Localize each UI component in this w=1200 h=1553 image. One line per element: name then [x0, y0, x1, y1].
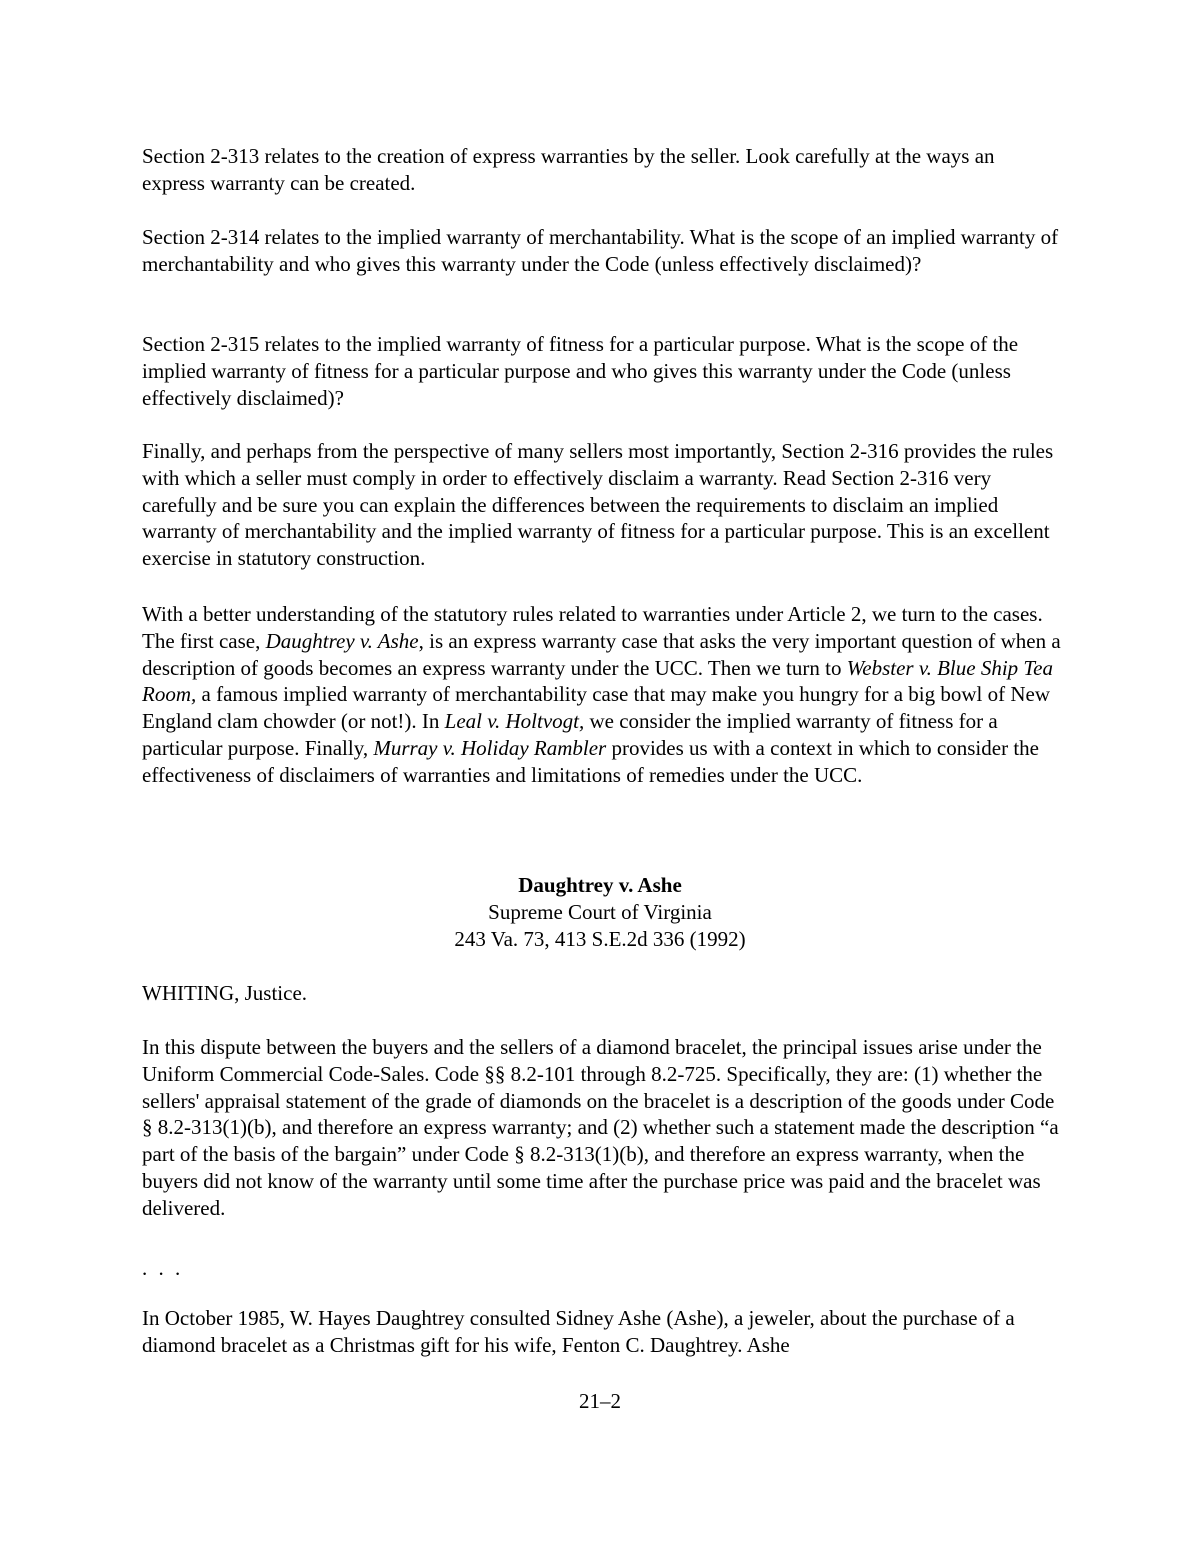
- paragraph-case-overview: [142, 601, 1062, 789]
- paragraph-section-2-316: Finally, and perhaps from the perspective of many sellers most importantly, Section 2-316 provides the rules with which a seller must comply in order to effectively disclaim a warranty. Read Section 2-316 very carefully and be sure you can explain the differences between the requirements to disclaim an implied warranty of merchantability and the implied warranty of fitness for a particular purpose. This is an excellent exercise in statutory construction.: [142, 439, 1054, 571]
- case-citation: 243 Va. 73, 413 S.E.2d 336 (1992): [454, 926, 746, 951]
- paragraph-section-2-315: Section 2-315 relates to the implied warranty of fitness for a particular purpose. What is the scope of the implied warranty of fitness for a particular purpose and who gives this warranty under the Code (unless effectively disclaimed)?: [142, 332, 1019, 410]
- opinion-paragraph-facts: In October 1985, W. Hayes Daughtrey consulted Sidney Ashe (Ashe), a jeweler, about the purchase of a diamond bracelet as a Christmas gift for his wife, Fenton C. Daughtrey. Ashe: [142, 1306, 1015, 1357]
- paragraph-section-2-314: Section 2-314 relates to the implied warranty of merchantability. What is the scope of an implied warranty of merchantability and who gives this warranty under the Code (unless effectively disclaimed)?: [142, 225, 1059, 276]
- overview-text-5: provides us with a context in which to consider the effectiveness of disclaimers of warranties and limitations of remedies under the UCC.: [142, 735, 1039, 787]
- case-ref-murray: Murray v. Holiday Rambler: [373, 735, 607, 760]
- case-ref-webster: Webster v. Blue Ship Tea Room,: [142, 655, 1053, 707]
- case-ref-daughtrey: Daughtrey v. Ashe: [265, 628, 419, 653]
- opinion-author: WHITING, Justice.: [142, 981, 308, 1005]
- overview-text-2: , is an express warranty case that asks the very important question of when a description of goods becomes an express warranty under the UCC. Then we turn to: [142, 628, 1061, 680]
- case-ref-leal: Leal v. Holtvogt,: [444, 709, 585, 734]
- case-title: Daughtrey v. Ashe: [518, 873, 682, 897]
- paragraph-section-2-313: Section 2-313 relates to the creation of express warranties by the seller. Look carefully at the ways an express warranty can be created.: [142, 144, 995, 195]
- case-heading: [142, 872, 1058, 952]
- case-court: Supreme Court of Virginia: [488, 899, 712, 924]
- overview-text-3: a famous implied warranty of merchantability case that may make you hungry for a big bowl of New England clam chowder (or not!). In: [142, 682, 1050, 734]
- overview-text-4: we consider the implied warranty of fitness for a particular purpose. Finally,: [142, 709, 998, 760]
- overview-text-1: With a better understanding of the statutory rules related to warranties under Article 2, we turn to the cases. The first case,: [142, 602, 1043, 653]
- page-number: 21–2: [579, 1389, 621, 1413]
- opinion-paragraph-issues: In this dispute between the buyers and the sellers of a diamond bracelet, the principal issues arise under the Uniform Commercial Code-Sales. Code §§ 8.2-101 through 8.2-725. Specifically, they are: (1) whether the sellers' appraisal statement of the grade of diamonds on the bracelet is a description of the goods under Code § 8.2-313(1)(b), and therefore an express warranty; and (2) whether such a statement made the description “a part of the basis of the bargain” under Code § 8.2-313(1)(b), and therefore an express warranty, when the buyers did not know of the warranty until some time after the purchase price was paid and the bracelet was delivered.: [142, 1035, 1059, 1220]
- omission-ellipsis: . . .: [142, 1256, 184, 1280]
